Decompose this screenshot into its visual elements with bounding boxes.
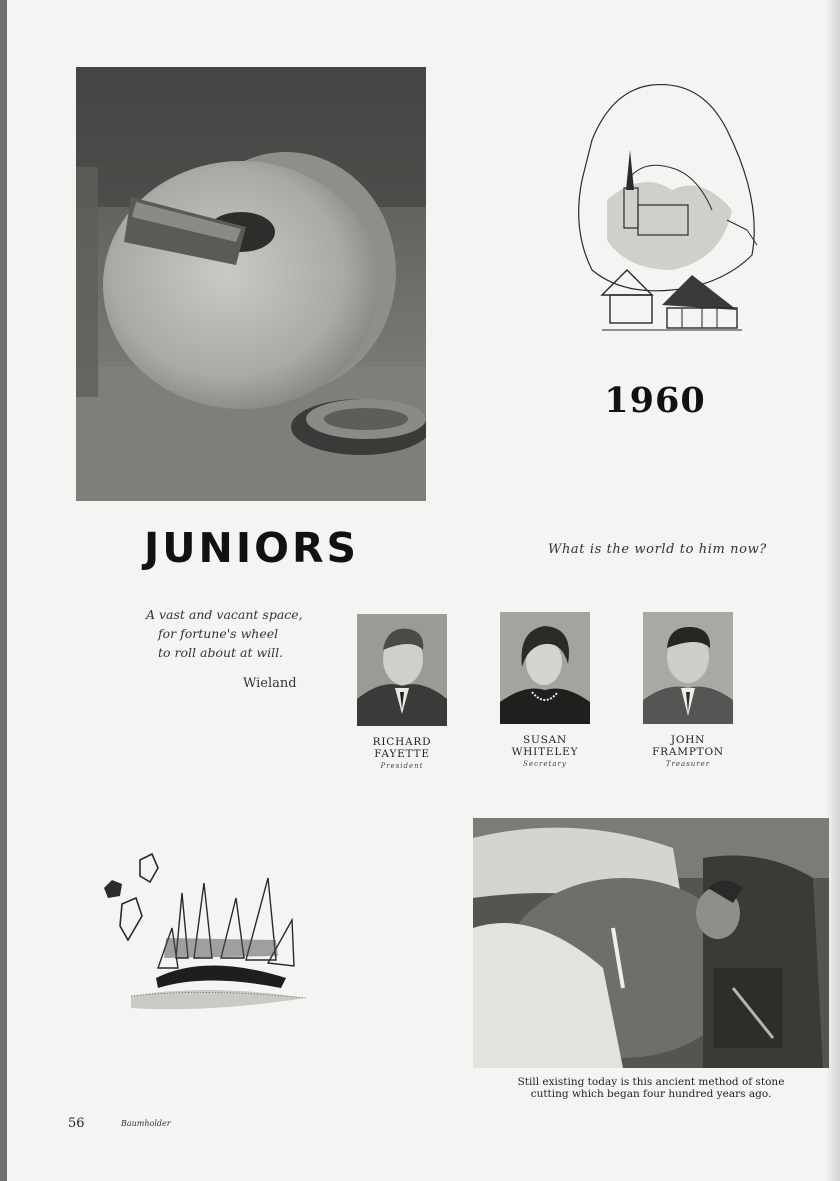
stone-cutting-photo [473,818,829,1068]
officer-name-line: FRAMPTON [652,746,724,758]
poem-line: A vast and vacant space, [146,607,303,622]
poem-quote [138,605,318,662]
crystals-drawing [96,848,310,1016]
officer-role: Treasurer [665,760,711,768]
officer-role: Secretary [523,760,567,768]
officer-name [480,734,610,758]
page-number: 56 [68,1116,85,1131]
officer-card [337,614,467,770]
officer-name-line: JOHN [670,734,706,746]
officer-name-line: RICHARD [372,736,432,748]
village-church-drawing [552,80,767,336]
photo-caption [486,1076,816,1100]
page-edge-left [0,0,7,1181]
caption-line: cutting which began four hundred years ago. [530,1088,772,1100]
millstone-photo [76,67,426,501]
section-title: JUNIORS [144,524,360,572]
officer-name [337,736,467,760]
tagline: What is the world to him now? [548,542,767,557]
poem-author: Wieland [243,676,297,691]
officer-name-line: SUSAN [522,734,567,746]
officer-role: President [380,762,424,770]
officer-name-line: WHITELEY [511,746,579,758]
caption-line: Still existing today is this ancient method of stone [517,1076,785,1088]
year-heading: 1960 [604,380,706,421]
officer-portrait [500,612,590,724]
officer-card [480,612,610,768]
book-name: Baumholder [121,1119,171,1128]
poem-line: to roll about at will. [158,645,284,660]
poem-line: for fortune's wheel [158,626,279,641]
officer-portrait [357,614,447,726]
officer-portrait [643,612,733,724]
officer-card [623,612,753,768]
officer-name [623,734,753,758]
officer-name-line: FAYETTE [374,748,430,760]
